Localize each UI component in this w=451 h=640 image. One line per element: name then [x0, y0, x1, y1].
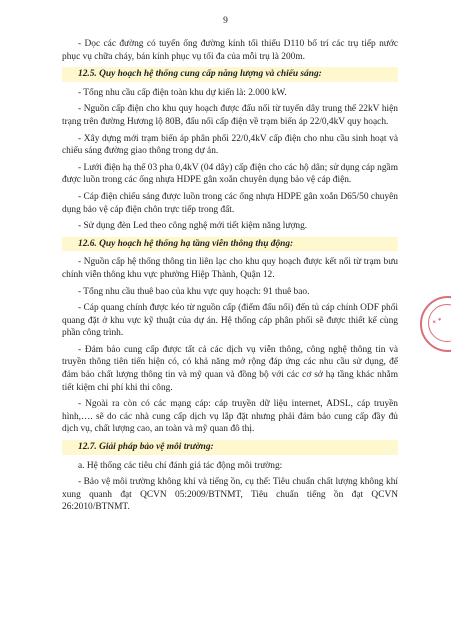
paragraph-lighting-cable: - Cáp điện chiếu sáng được luồn trong các ống nhựa HDPE gân xoắn D65/50 chuyên dụng bảo vệ cáp điện chôn trực tiếp trong đất.: [62, 191, 398, 215]
paragraph-led: - Sử dụng đèn Led theo công nghệ mới tiết kiệm năng lượng.: [78, 221, 308, 232]
official-seal-icon: [420, 296, 451, 352]
seal-marks: ★ ★: [431, 316, 444, 326]
paragraph-power-source: - Nguồn cấp điện cho khu quy hoạch được đấu nối từ tuyến dây trung thế 22kV hiện trạng trên đường Hương lộ 80B, đấu nối cấp điện về trạm biến áp 22/0,4kV quy hoạch.: [62, 104, 398, 127]
paragraph-substation: - Xây dựng mới trạm biến áp phân phối 22/0,4kV cấp điện cho nhu cầu sinh hoạt và chiếu sáng đường giao thông trong dự án.: [62, 133, 398, 157]
paragraph-other-networks: - Ngoài ra còn có các mạng cáp: cáp truyền dữ liệu internet, ADSL, cáp truyền hình,…. sẽ do các nhà cung cấp dịch vụ lắp đặt nhưng phải đảm bảo cung cấp đầy đủ dịch vụ, chất lượng cao, an toàn và mỹ quan đô thị.: [62, 399, 398, 435]
paragraph-telecom-source: - Nguồn cấp hệ thống thông tin liên lạc cho khu quy hoạch được kết nối từ trạm bưu chính viễn thông khu vực phường Hiệp Thành, Quận 12.: [62, 257, 398, 280]
page-number: 9: [223, 16, 228, 26]
section-heading-environment: 12.7. Giải pháp bảo vệ môi trường:: [62, 440, 398, 455]
paragraph-subscribers: - Tổng nhu cầu thuê bao của khu vực quy hoạch: 91 thuê bao.: [78, 286, 310, 297]
paragraph-criteria: a. Hệ thống các tiêu chí đánh giá tác động môi trường:: [78, 460, 283, 471]
paragraph-services: - Đảm bảo cung cấp được tất cả các dịch vụ viễn thông, công nghệ thông tin và truyền thông tiên tiến hiện có, có khả năng mở rộng đáp ứng các nhu cầu sử dụng, để đảm bảo chất lượng thông tin và mỹ quan và đồng bộ với các cơ sở hạ tầng khác nhằm tiết kiệm chi phí khi thi công.: [62, 344, 398, 393]
document-body: [62, 38, 398, 518]
paragraph-fire-hydrants: - Dọc các đường có tuyến ống đường kính tối thiểu D110 bố trí các trụ tiếp nước phục vụ chữa cháy, bán kính phục vụ tối đa của mỗi trụ là 200m.: [62, 39, 398, 62]
section-heading-telecom: 12.6. Quy hoạch hệ thống hạ tầng viễn thông thụ động:: [62, 237, 398, 252]
paragraph-air-noise: - Bảo vệ môi trường không khí và tiếng ồn, cụ thể: Tiêu chuẩn chất lượng không khí xung quanh đạt QCVN 05:2009/BTNMT, Tiêu chuẩn tiếng ồn đạt QCVN 26:2010/BTNMT.: [62, 477, 398, 513]
section-heading-energy: 12.5. Quy hoạch hệ thống cung cấp năng lượng và chiếu sáng:: [62, 67, 398, 82]
paragraph-fiber: - Cáp quang chính được kéo từ nguồn cấp (điểm đấu nối) đến tủ cáp chính ODF phối quang đặt ở khu vực kỹ thuật của dự án. Hệ thống cáp phân phối sẽ được thiết kế cùng phần công trình.: [62, 303, 398, 339]
paragraph-total-demand: - Tổng nhu cầu cấp điện toàn khu dự kiến là: 2.000 kW.: [78, 87, 287, 98]
paragraph-low-voltage-grid: - Lưới điện hạ thế 03 pha 0,4kV (04 dây) cấp điện cho các hộ dân; sử dụng cáp ngầm được luồn trong các ống nhựa HDPE gân xoắn chuyên dụng bảo vệ cáp điện.: [62, 162, 398, 186]
